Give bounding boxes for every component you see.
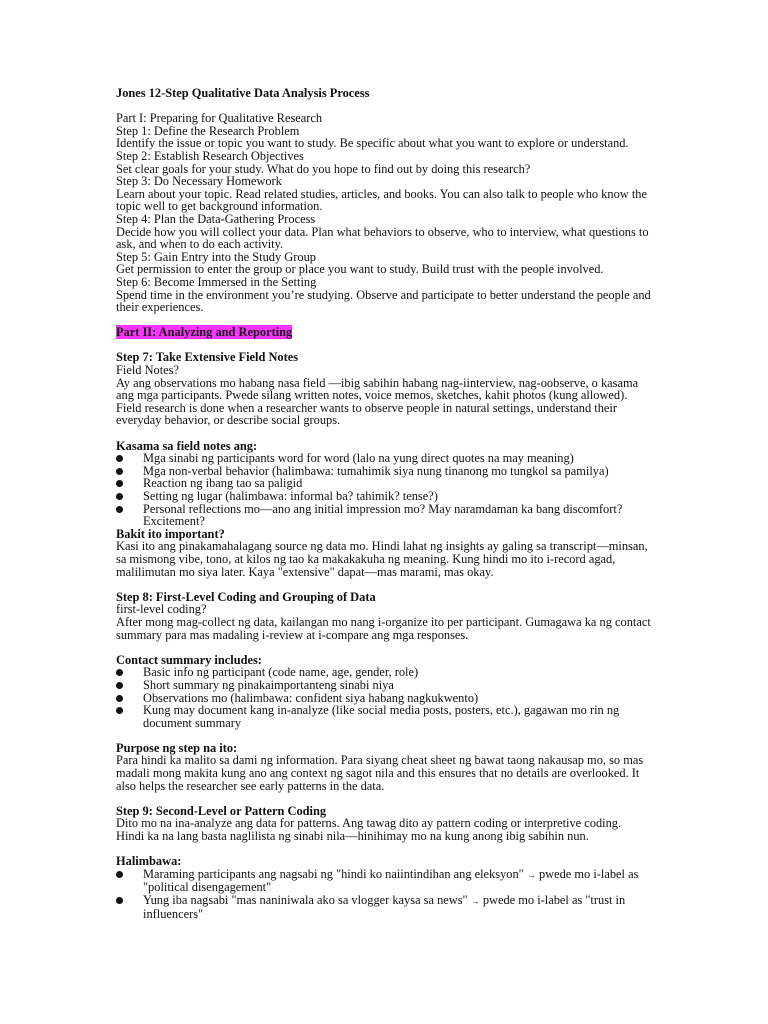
step-3-text: Learn about your topic. Read related studies, articles, and books. You can also talk to people who know the topic well to get background information. xyxy=(116,186,647,214)
part-2-heading: Part II: Analyzing and Reporting xyxy=(116,325,293,340)
step-7-subheading: Field Notes? xyxy=(116,363,179,378)
field-notes-list xyxy=(116,452,651,528)
contact-summary-heading: Contact summary includes: xyxy=(116,652,262,667)
list-item xyxy=(116,894,651,920)
part-1-section xyxy=(116,112,651,314)
step-8-subheading: first-level coding? xyxy=(116,602,207,617)
list-item: Kung may document kang in-analyze (like social media posts, posters, etc.), gagawan mo rin ng document summary xyxy=(116,704,651,729)
step-5-text: Get permission to enter the group or place you want to study. Build trust with the people involved. xyxy=(116,262,604,277)
step-7-section xyxy=(116,351,651,578)
step-7-paragraph-2: Field research is done when a researcher wants to observe people in natural settings, understand their everyday behavior, or describe social groups. xyxy=(116,400,617,428)
field-notes-list-heading: Kasama sa field notes ang: xyxy=(116,438,258,453)
example-after: pwede mo i-label as "political disengagement" xyxy=(143,866,639,895)
arrow-icon: → xyxy=(470,896,480,906)
why-important-heading: Bakit ito important? xyxy=(116,526,225,541)
step-8-heading: Step 8: First-Level Coding and Grouping of Data xyxy=(116,589,376,604)
step-5-heading: Step 5: Gain Entry into the Study Group xyxy=(116,249,316,264)
example-before: Yung iba nagsabi "mas naniniwala ako sa vlogger kaysa sa news" xyxy=(143,893,468,907)
step-4-heading: Step 4: Plan the Data-Gathering Process xyxy=(116,211,316,226)
step-7-heading: Step 7: Take Extensive Field Notes xyxy=(116,350,299,365)
list-item: Basic info ng participant (code name, age, gender, role) xyxy=(116,666,651,679)
step-6-heading: Step 6: Become Immersed in the Setting xyxy=(116,274,317,289)
step-1-heading: Step 1: Define the Research Problem xyxy=(116,123,300,138)
purpose-text: Para hindi ka malito sa dami ng information. Para siyang cheat sheet ng bawat taong nakausap mo, so mas madali mong makita kung ano ang context ng sagot nila and this ensures that no details are overlooked. It also helps the researcher see early patterns in the data. xyxy=(116,753,644,793)
document-content xyxy=(116,87,651,920)
list-item: Observations mo (halimbawa: confident siya habang nagkukwento) xyxy=(116,692,651,705)
step-4-text: Decide how you will collect your data. Plan what behaviors to observe, who to interview, what questions to ask, and when to do each activity. xyxy=(116,224,649,252)
list-item: Mga non-verbal behavior (halimbawa: tumahimik siya nung tinanong mo tungkol sa pamilya) xyxy=(116,465,651,478)
step-1-text: Identify the issue or topic you want to study. Be specific about what you want to explore or understand. xyxy=(116,136,629,151)
part-1-heading: Part I: Preparing for Qualitative Research xyxy=(116,111,323,126)
example-before: Maraming participants ang nagsabi ng "hindi ko naiintindihan ang eleksyon" xyxy=(143,866,524,881)
step-8-section xyxy=(116,591,651,793)
step-2-heading: Step 2: Establish Research Objectives xyxy=(116,148,304,163)
step-2-text: Set clear goals for your study. What do you hope to find out by doing this research? xyxy=(116,161,531,176)
step-9-paragraph: Dito mo na ina-analyze ang data for patterns. Ang tawag dito ay pattern coding or interpretive coding. Hindi ka na lang basta naglilista ng sinabi nila—hinihimay mo na kung anong ibig sabihin nun. xyxy=(116,816,622,844)
example-after: pwede mo i-label as "trust in influencers" xyxy=(143,893,626,921)
example-heading: Halimbawa: xyxy=(116,854,182,869)
example-list xyxy=(116,868,651,920)
document-title: Jones 12-Step Qualitative Data Analysis Process xyxy=(116,86,370,100)
step-6-text: Spend time in the environment you’re studying. Observe and participate to better understand the people and their experiences. xyxy=(116,287,651,315)
list-item: Reaction ng ibang tao sa paligid xyxy=(116,477,651,490)
step-9-section xyxy=(116,805,651,920)
list-item: Short summary ng pinakaimportanteng sinabi niya xyxy=(116,679,651,692)
arrow-icon: → xyxy=(526,869,536,880)
list-item xyxy=(116,868,651,894)
step-3-heading: Step 3: Do Necessary Homework xyxy=(116,174,282,189)
purpose-heading: Purpose ng step na ito: xyxy=(116,740,238,755)
list-item: Personal reflections mo—ano ang initial impression mo? May naramdaman ka bang discomfort? Excitement? xyxy=(116,503,651,528)
list-item: Mga sinabi ng participants word for word (lalo na yung direct quotes na may meaning) xyxy=(116,452,651,465)
step-8-paragraph: After mong mag-collect ng data, kailangan mo nang i-organize ito per participant. Gumagawa ka ng contact summary para mas madaling i-review at i-compare ang mga responses. xyxy=(116,614,651,642)
list-item: Setting ng lugar (halimbawa: informal ba? tahimik? tense?) xyxy=(116,490,651,503)
step-9-heading: Step 9: Second-Level or Pattern Coding xyxy=(116,803,327,818)
contact-summary-list xyxy=(116,666,651,729)
part-2-heading-line xyxy=(116,326,651,339)
step-7-paragraph-1: Ay ang observations mo habang nasa field —ibig sabihin habang nag-iinterview, nag-oobserve, o kasama ang mga participants. Pwede silang written notes, voice memos, sketches, kahit photos (kung allowed). xyxy=(116,375,639,403)
why-important-text: Kasi ito ang pinakamahalagang source ng data mo. Hindi lahat ng insights ay galing sa transcript—minsan, sa mismong vibe, tono, at kilos ng tao ka makakakuha ng meaning. Kung hindi mo ito i-record agad, malilimutan mo siya later. Kaya "extensive" dapat—mas marami, mas okay. xyxy=(116,539,648,579)
